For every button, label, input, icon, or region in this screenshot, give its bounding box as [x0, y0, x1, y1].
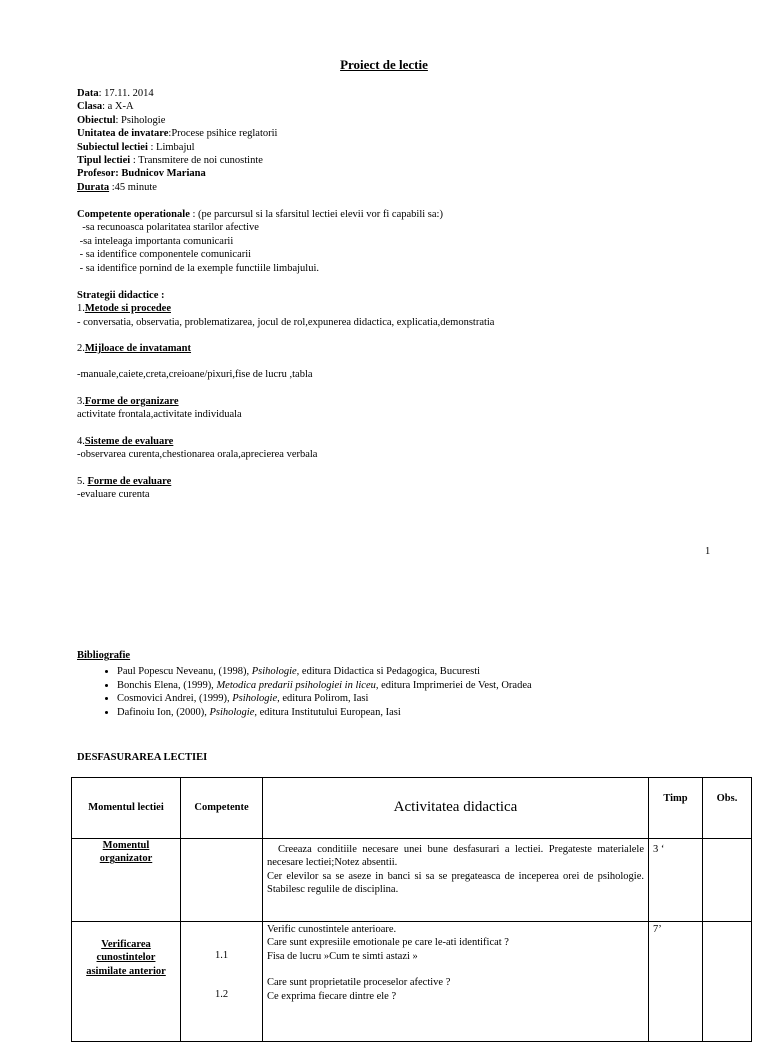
- metode-heading: 1.Metode si procedee: [77, 303, 171, 315]
- sisteme-evaluare-section: [77, 435, 717, 462]
- competente-section: [77, 208, 717, 275]
- moment-cell: Momentul organizator: [72, 839, 181, 922]
- header-subject: Obiectul: Psihologie: [77, 114, 166, 126]
- timp-cell: 7’: [649, 922, 703, 1042]
- sisteme-evaluare-text: -observarea curenta,chestionarea orala,aprecierea verbala: [77, 449, 318, 461]
- table-row: [72, 839, 752, 922]
- list-item: • Paul Popescu Neveanu, (1998), Psihologie, editura Didactica si Pedagogica, Bucuresti: [117, 665, 737, 678]
- header-teacher: Profesor: Budnicov Mariana: [77, 168, 206, 180]
- activity-cell: Verific cunostintele anterioare. Care sunt expresiile emotionale pe care le-ati identificat ? Fisa de lucru »Cum te simti astazi » Care sunt proprietatile proceselor afective ? Ce exprima fiecare dintre ele ?: [263, 922, 649, 1042]
- mijloace-heading: 2.Mijloace de invatamant: [77, 343, 192, 354]
- competente-item: - sa identifice componentele comunicarii: [77, 249, 252, 261]
- strategii-label: Strategii didactice :: [77, 290, 165, 301]
- competente-item: -sa recunoasca polaritatea starilor afective: [77, 222, 259, 234]
- list-item: • Bonchis Elena, (1999), Metodica predarii psihologiei in liceu, editura Imprimeriei de Vest, Oradea: [117, 679, 737, 692]
- col-header-competente: Competente: [181, 778, 263, 839]
- moment-cell: Verificarea cunostintelor asimilate anterior: [72, 922, 181, 1042]
- col-header-activitate: Activitatea didactica: [263, 778, 649, 839]
- bibliografie-section: [77, 649, 737, 719]
- header-date: Data: 17.11. 2014: [77, 88, 154, 99]
- lesson-table: [71, 777, 752, 1042]
- forme-evaluare-section: [77, 475, 717, 502]
- desfasurarea-heading: DESFASURAREA LECTIEI: [77, 752, 208, 763]
- mijloace-text: -manuale,caiete,creta,creioane/pixuri,fise de lucru ,tabla: [77, 369, 313, 381]
- activity-cell: Creeaza conditiile necesare unei bune desfasurari a lectiei. Pregateste materialele necesare lectiei;Notez absentii. Cer elevilor sa se aseze in banci si sa se pregateasca de inceperea orei de psihologie. Stabilesc regulile de disciplina.: [263, 839, 649, 922]
- timp-cell: 3 ‘: [649, 839, 703, 922]
- competente-cell: 1.1 1.2: [181, 922, 263, 1042]
- header-unit: Unitatea de invatare:Procese psihice reglatorii: [77, 128, 278, 140]
- col-header-timp: Timp: [649, 778, 703, 839]
- header-duration: Durata :45 minute: [77, 181, 157, 193]
- lesson-header: [77, 87, 717, 194]
- col-header-obs: Obs.: [703, 778, 752, 839]
- page-number: 1: [705, 546, 711, 557]
- header-topic: Subiectul lectiei : Limbajul: [77, 141, 195, 153]
- bibliografie-list: [77, 665, 737, 719]
- page-title: Proiect de lectie: [340, 57, 428, 72]
- list-item: • Cosmovici Andrei, (1999), Psihologie, editura Polirom, Iasi: [117, 692, 737, 705]
- strategii-section: [77, 289, 717, 329]
- competente-intro: : (pe parcursul si la sfarsitul lectiei elevii vor fi capabili sa:): [189, 209, 443, 220]
- competente-item: -sa inteleaga importanta comunicarii: [77, 235, 234, 247]
- obs-cell: [703, 839, 752, 922]
- forme-evaluare-text: -evaluare curenta: [77, 489, 150, 501]
- forme-evaluare-heading: 5. Forme de evaluare: [77, 476, 172, 487]
- table-header-row: [72, 778, 752, 839]
- forme-organizare-section: [77, 395, 717, 422]
- competente-cell: [181, 839, 263, 922]
- competente-label: Competente operationale: [77, 209, 190, 220]
- sisteme-evaluare-heading: 4.Sisteme de evaluare: [77, 436, 174, 447]
- competente-item: - sa identifice pornind de la exemple functiile limbajului.: [77, 262, 320, 274]
- forme-organizare-heading: 3.Forme de organizare: [77, 396, 179, 407]
- header-lesson-type: Tipul lectiei : Transmitere de noi cunostinte: [77, 155, 263, 167]
- col-header-moment: Momentul lectiei: [72, 778, 181, 839]
- list-item: • Dafinoiu Ion, (2000), Psihologie, editura Institutului European, Iasi: [117, 706, 737, 719]
- header-class: Clasa: a X-A: [77, 101, 134, 113]
- bibliografie-label: Bibliografie: [77, 650, 131, 661]
- mijloace-section: [77, 342, 717, 382]
- forme-organizare-text: activitate frontala,activitate individuala: [77, 409, 242, 421]
- metode-text: - conversatia, observatia, problematizarea, jocul de rol,expunerea didactica, explicatia,demonstratia: [77, 316, 495, 328]
